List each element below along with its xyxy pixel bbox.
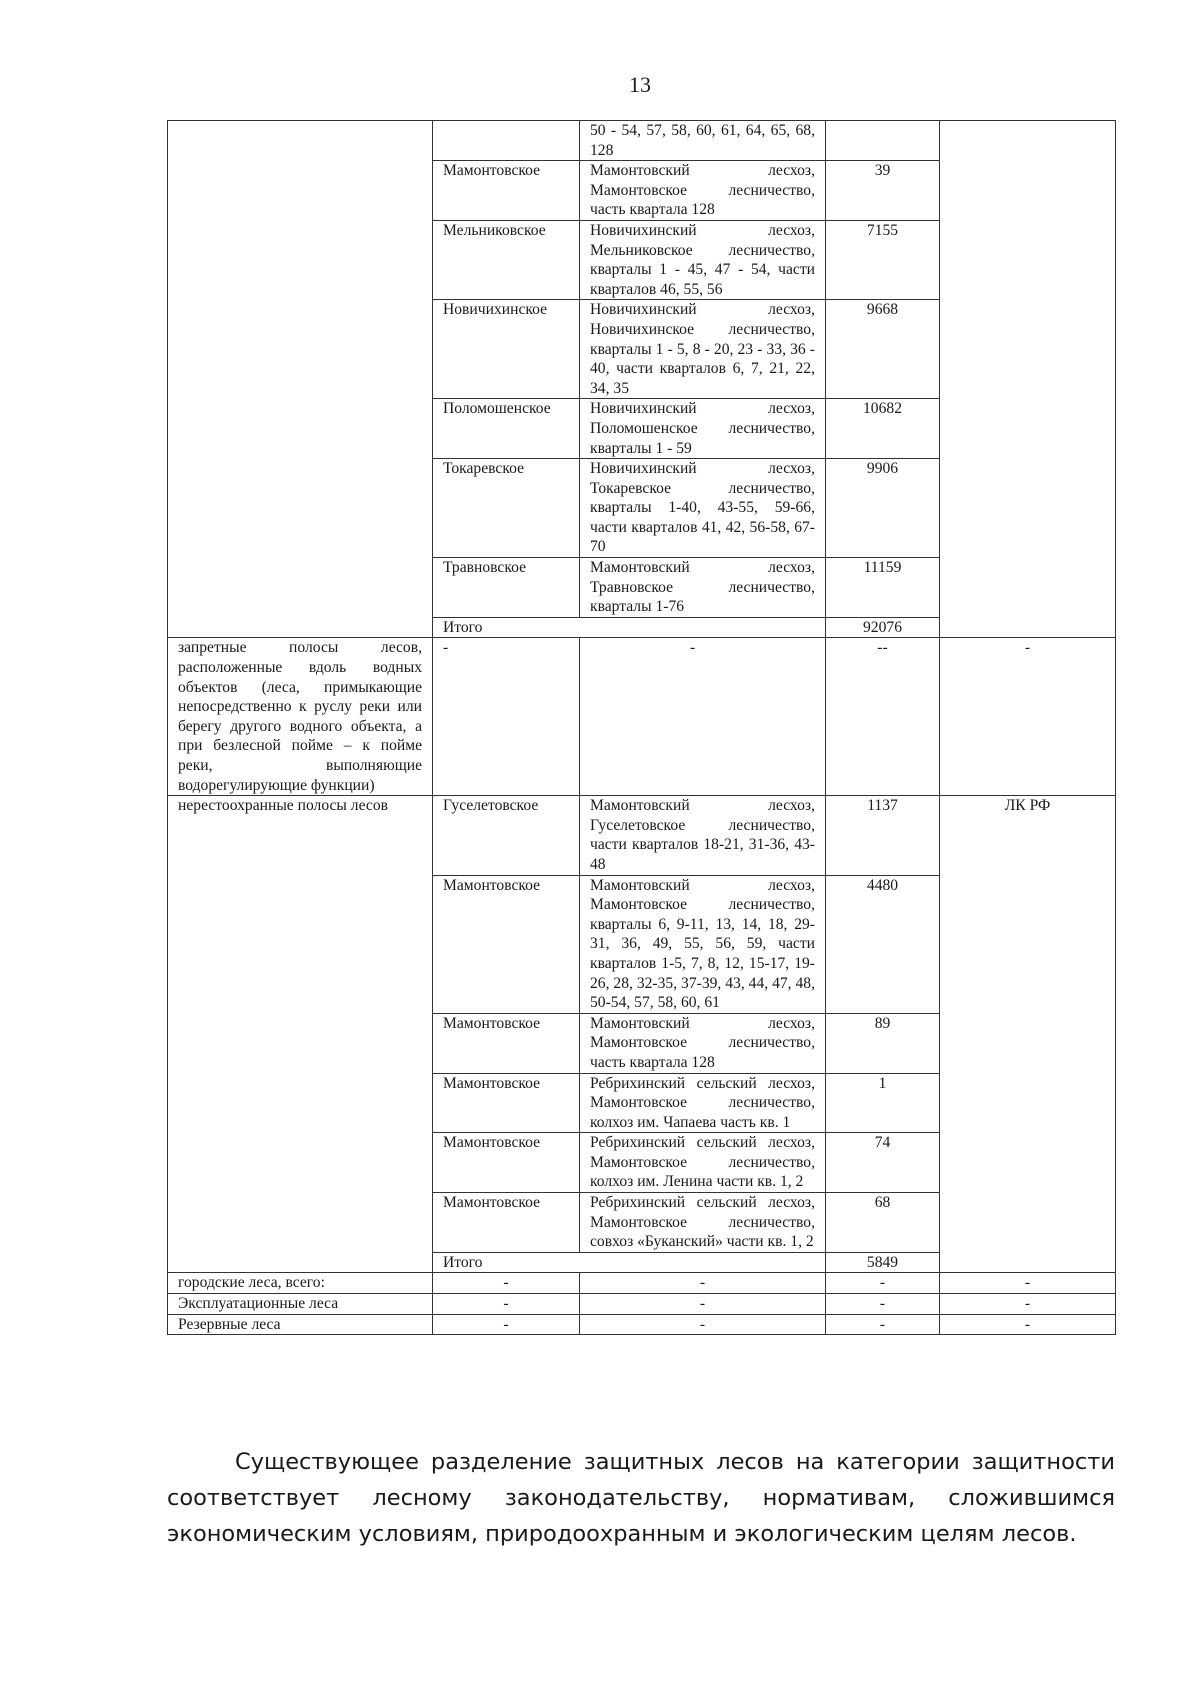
table-row xyxy=(168,1273,1116,1294)
category-cell xyxy=(168,121,433,638)
location-cell: Мамонтовский лесхоз, Мамонтовское лесничество, часть квартала 128 xyxy=(580,1013,826,1073)
area-cell: - xyxy=(826,1314,940,1335)
area-cell: 9668 xyxy=(826,300,940,399)
district-cell: - xyxy=(433,638,580,796)
area-cell: 74 xyxy=(826,1133,940,1193)
area-cell: - xyxy=(826,1273,940,1294)
district-cell: Травновское xyxy=(433,558,580,618)
district-cell: - xyxy=(433,1314,580,1335)
total-label: Итого xyxy=(433,617,826,638)
table-row xyxy=(168,1314,1116,1335)
table-row xyxy=(168,796,1116,875)
table-row xyxy=(168,121,1116,161)
area-cell: 68 xyxy=(826,1193,940,1253)
area-cell: 39 xyxy=(826,161,940,221)
category-cell: Резервные леса xyxy=(168,1314,433,1335)
area-cell: 89 xyxy=(826,1013,940,1073)
location-cell: Новичихинский лесхоз, Токаревское лесничество, кварталы 1-40, 43-55, 59-66, части кварталов 41, 42, 56-58, 67-70 xyxy=(580,459,826,558)
location-cell: - xyxy=(580,638,826,796)
basis-cell: - xyxy=(940,1294,1116,1315)
total-value: 92076 xyxy=(826,617,940,638)
location-cell: Ребрихинский сельский лесхоз, Мамонтовское лесничество, колхоз им. Ленина части кв. 1, 2 xyxy=(580,1133,826,1193)
basis-cell: ЛК РФ xyxy=(940,796,1116,1273)
category-cell: Эксплуатационные леса xyxy=(168,1294,433,1315)
area-cell: 9906 xyxy=(826,459,940,558)
district-cell: Гуселетовское xyxy=(433,796,580,875)
district-cell: Мамонтовское xyxy=(433,161,580,221)
area-cell: - xyxy=(826,1294,940,1315)
area-cell: 1 xyxy=(826,1073,940,1133)
district-cell xyxy=(433,121,580,161)
basis-cell: - xyxy=(940,638,1116,796)
location-cell: Новичихинский лесхоз, Мельниковское лесничество, кварталы 1 - 45, 47 - 54, части кварталов 46, 55, 56 xyxy=(580,220,826,299)
location-cell: - xyxy=(580,1314,826,1335)
location-cell: Мамонтовский лесхоз, Гуселетовское лесничество, части кварталов 18-21, 31-36, 43-48 xyxy=(580,796,826,875)
page-number: 13 xyxy=(629,72,651,97)
location-cell: Ребрихинский сельский лесхоз, Мамонтовское лесничество, колхоз им. Чапаева часть кв. 1 xyxy=(580,1073,826,1133)
district-cell: Токаревское xyxy=(433,459,580,558)
area-cell: 11159 xyxy=(826,558,940,618)
location-cell: Ребрихинский сельский лесхоз, Мамонтовское лесничество, совхоз «Буканский» части кв. 1, 2 xyxy=(580,1193,826,1253)
district-cell: - xyxy=(433,1273,580,1294)
district-cell: Новичихинское xyxy=(433,300,580,399)
district-cell: Мамонтовское xyxy=(433,875,580,1013)
conclusion-paragraph: Существующее разделение защитных лесов на категории защитности соответствует лесному законодательству, нормативам, сложившимся экономическим условиям, природоохранным и экологическим целям лесов. xyxy=(167,1449,1115,1547)
basis-cell: - xyxy=(940,1314,1116,1335)
district-cell: Мамонтовское xyxy=(433,1133,580,1193)
district-cell: Поломошенское xyxy=(433,399,580,459)
area-cell: 4480 xyxy=(826,875,940,1013)
location-cell: Новичихинский лесхоз, Поломошенское лесничество, кварталы 1 - 59 xyxy=(580,399,826,459)
total-value: 5849 xyxy=(826,1252,940,1273)
location-cell: 50 - 54, 57, 58, 60, 61, 64, 65, 68, 128 xyxy=(580,121,826,161)
area-cell: 10682 xyxy=(826,399,940,459)
category-cell: городские леса, всего: xyxy=(168,1273,433,1294)
area-cell: 1137 xyxy=(826,796,940,875)
location-cell: Мамонтовский лесхоз, Мамонтовское лесничество, кварталы 6, 9-11, 13, 14, 18, 29-31, 36, 49, 55, 56, 59, части кварталов 1-5, 7, 8, 12, 15-17, 19-26, 28, 32-35, 37-39, 43, 44, 47, 48, 50-54, 57, 58, 60, 61 xyxy=(580,875,826,1013)
basis-cell xyxy=(940,121,1116,638)
district-cell: Мельниковское xyxy=(433,220,580,299)
location-cell: - xyxy=(580,1294,826,1315)
location-cell: Новичихинский лесхоз, Новичихинское лесничество, кварталы 1 - 5, 8 - 20, 23 - 33, 36 - 40, части кварталов 6, 7, 21, 22, 34, 35 xyxy=(580,300,826,399)
basis-cell: - xyxy=(940,1273,1116,1294)
area-cell xyxy=(826,121,940,161)
forest-table xyxy=(167,120,1116,1335)
district-cell: Мамонтовское xyxy=(433,1013,580,1073)
total-label: Итого xyxy=(433,1252,826,1273)
location-cell: - xyxy=(580,1273,826,1294)
area-cell: -- xyxy=(826,638,940,796)
location-cell: Мамонтовский лесхоз, Травновское лесничество, кварталы 1-76 xyxy=(580,558,826,618)
district-cell: Мамонтовское xyxy=(433,1073,580,1133)
area-cell: 7155 xyxy=(826,220,940,299)
table-row xyxy=(168,638,1116,796)
category-cell: запретные полосы лесов, расположенные вдоль водных объектов (леса, примыкающие непосредственно к руслу реки или берегу другого водного объекта, а при безлесной пойме – к пойме реки, выполняющие водорегулирующие функции) xyxy=(168,638,433,796)
table-row xyxy=(168,1294,1116,1315)
category-cell: нерестоохранные полосы лесов xyxy=(168,796,433,1273)
location-cell: Мамонтовский лесхоз, Мамонтовское лесничество, часть квартала 128 xyxy=(580,161,826,221)
district-cell: Мамонтовское xyxy=(433,1193,580,1253)
district-cell: - xyxy=(433,1294,580,1315)
